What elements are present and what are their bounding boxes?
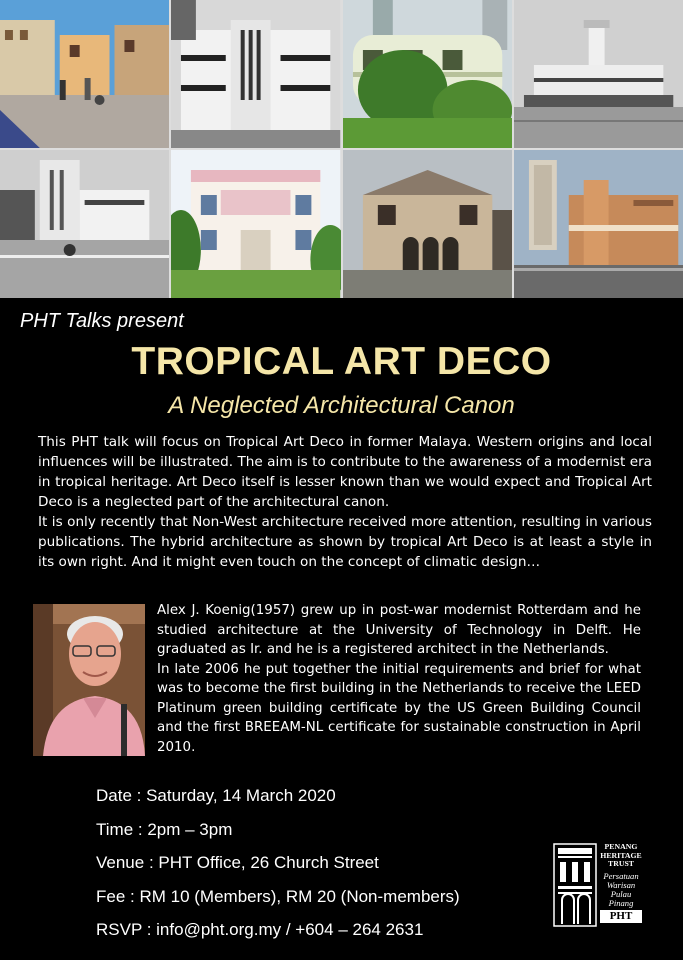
photo-overgrown-villa xyxy=(343,0,512,148)
talk-paragraph: It is only recently that Non-West architecture received more attention, resulting in various publications. The hybrid architecture as shown by tropical Art Deco is at least a style in its own right. And it might even touch on the concept of climatic design… xyxy=(38,514,652,570)
event-kicker: PHT Talks present xyxy=(20,310,184,332)
photo-art-deco-block xyxy=(171,0,340,148)
bio-paragraph: Alex J. Koenig(1957) grew up in post-war modernist Rotterdam and he studied architecture at the University of Technology in Delft. He graduated as Ir. and he is a registered architect in the Netherlands. xyxy=(157,603,641,657)
logo-en-line: TRUST xyxy=(608,859,634,868)
event-subtitle: A Neglected Architectural Canon xyxy=(168,392,515,419)
logo-ms-line: Pinang xyxy=(608,897,634,908)
logo-malay-name xyxy=(600,872,642,908)
detail-rsvp[interactable]: RSVP : info@pht.org.my / +604 – 264 2631 xyxy=(96,920,424,939)
event-title: TROPICAL ART DECO xyxy=(131,340,552,383)
shophouse-icon xyxy=(552,842,598,928)
logo-text xyxy=(600,843,642,923)
bio-paragraph: In late 2006 he put together the initial requirements and brief for what was to become the first building in the Netherlands to receive the LEED Platinum green building certificate by the US Green Building Council and the first BREEAM-NL certificate for sustainable construction in April 2010. xyxy=(157,661,641,755)
photo-arched-house xyxy=(343,150,512,298)
photo-street-scene xyxy=(0,0,169,148)
photo-collage xyxy=(0,0,683,298)
pht-logo xyxy=(552,842,642,928)
talk-description xyxy=(38,432,652,572)
logo-ms-line: Warisan xyxy=(606,879,636,890)
logo-ms-line: Pulau xyxy=(610,888,632,899)
event-details xyxy=(96,784,460,952)
photo-pink-villa xyxy=(171,150,340,298)
photo-deco-tower xyxy=(514,150,683,298)
detail-venue: Venue : PHT Office, 26 Church Street xyxy=(96,853,379,872)
logo-english-name xyxy=(600,843,642,869)
speaker-bio xyxy=(157,601,641,757)
detail-time: Time : 2pm – 3pm xyxy=(96,819,233,839)
photo-airport-terminal xyxy=(514,0,683,148)
detail-date: Date : Saturday, 14 March 2020 xyxy=(96,786,336,805)
detail-fee: Fee : RM 10 (Members), RM 20 (Non-members) xyxy=(96,886,460,906)
talk-paragraph: This PHT talk will focus on Tropical Art Deco in former Malaya. Western origins and local influences will be illustrated. The aim is to contribute to the awareness of a modernist era in tropical heritage. Art Deco itself is lesser known than we would expect and Tropical Art Deco is a neglected part of the architectural canon. xyxy=(38,434,652,510)
logo-ms-line: Persatuan xyxy=(603,870,639,881)
logo-abbreviation: PHT xyxy=(600,910,642,923)
logo-en-line: HERITAGE xyxy=(600,850,642,860)
logo-en-line: PENANG xyxy=(604,842,638,851)
photo-street-corner xyxy=(0,150,169,298)
speaker-photo xyxy=(33,604,145,756)
